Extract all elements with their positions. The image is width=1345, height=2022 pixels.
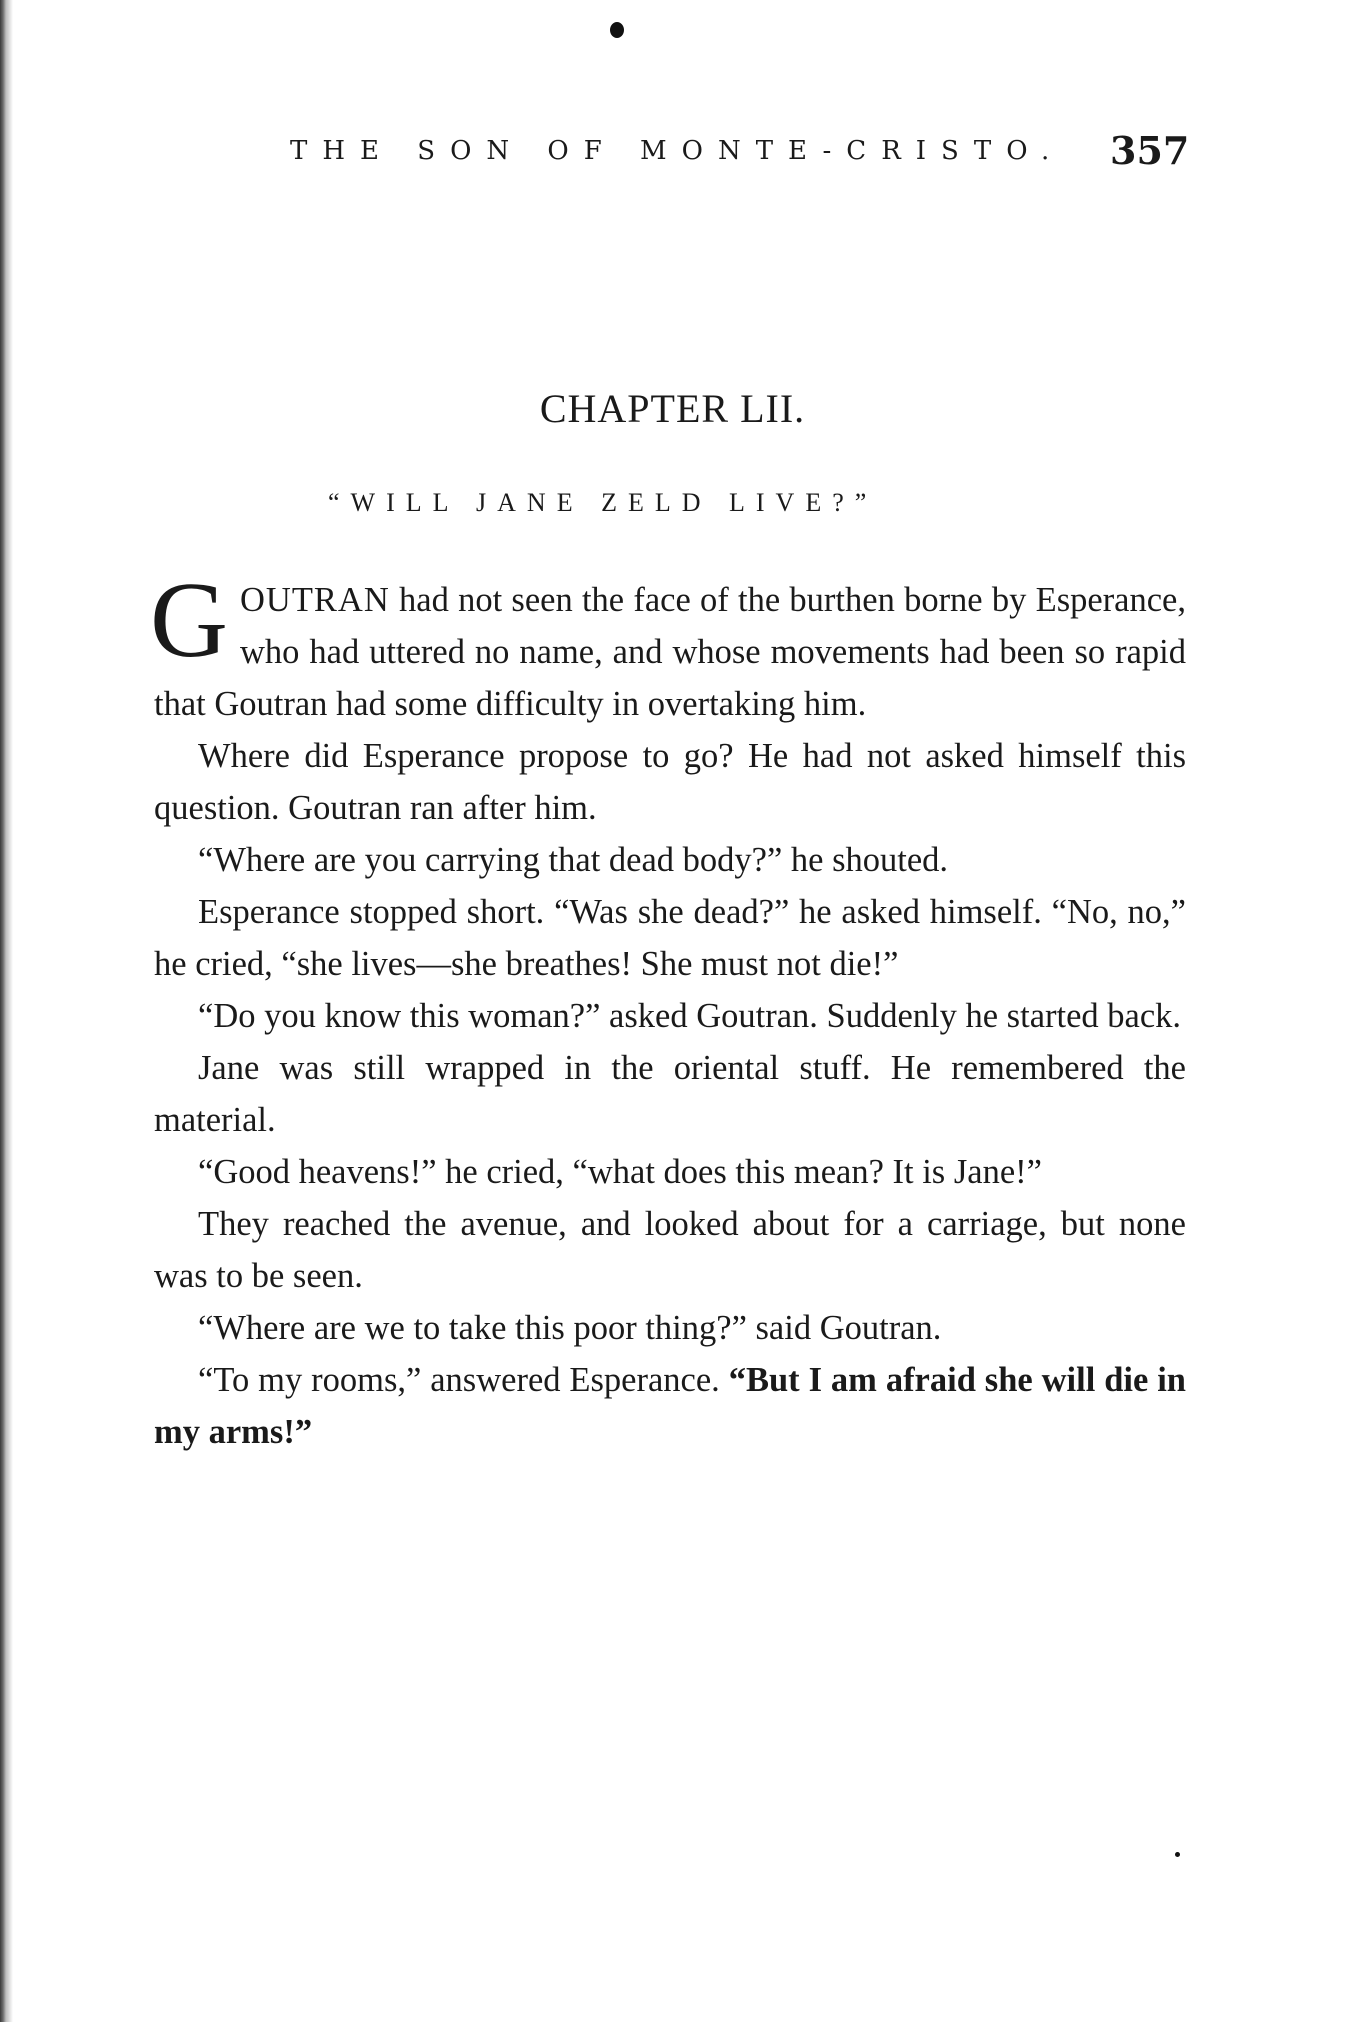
paragraph	[154, 1354, 1186, 1458]
paragraph: Jane was still wrapped in the oriental stuff. He remembered the material.	[154, 1049, 1186, 1139]
paragraph: Esperance stopped short. “Was she dead?” he asked himself. “No, no,” he cried, “she lives—she breathes! She must not die!”	[154, 893, 1186, 983]
paragraph: “Where are you carrying that dead body?” he shouted.	[198, 841, 949, 879]
paragraph: Where did Esperance propose to go? He had not asked himself this question. Goutran ran after him.	[154, 737, 1186, 827]
paragraph: “Good heavens!” he cried, “what does this mean? It is Jane!”	[198, 1153, 1042, 1191]
binding-edge	[0, 0, 14, 2022]
ink-speck-bottom	[1175, 1852, 1180, 1857]
paragraph: “Do you know this woman?” asked Goutran. Suddenly he started back.	[198, 997, 1182, 1035]
running-title: THE SON OF MONTE-CRISTO.	[290, 136, 1065, 166]
chapter-subtitle: “WILL JANE ZELD LIVE?”	[328, 488, 878, 517]
paragraph: “Where are we to take this poor thing?” said Goutran.	[198, 1309, 942, 1347]
paragraph: They reached the avenue, and looked about for a carriage, but none was to be seen.	[154, 1205, 1186, 1295]
paragraph	[150, 561, 1186, 730]
paragraph-bold-text: “But I am afraid she will die in my arms!”	[154, 1361, 1186, 1451]
body-text	[150, 561, 1186, 1458]
ink-speck-top	[610, 22, 624, 38]
drop-cap: G	[150, 561, 228, 680]
paragraph-text: had not seen the face of the burthen borne by Esperance, who had uttered no name, and whose movements had been so rapid that Goutran had some difficulty in overtaking him.	[154, 581, 1186, 723]
paragraph-lead: OUTRAN	[240, 581, 390, 619]
page-number: 357	[1110, 128, 1190, 173]
running-header	[0, 128, 1345, 184]
chapter-title: CHAPTER LII.	[539, 386, 806, 431]
paragraph-text: “To my rooms,” answered Esperance.	[198, 1361, 729, 1399]
